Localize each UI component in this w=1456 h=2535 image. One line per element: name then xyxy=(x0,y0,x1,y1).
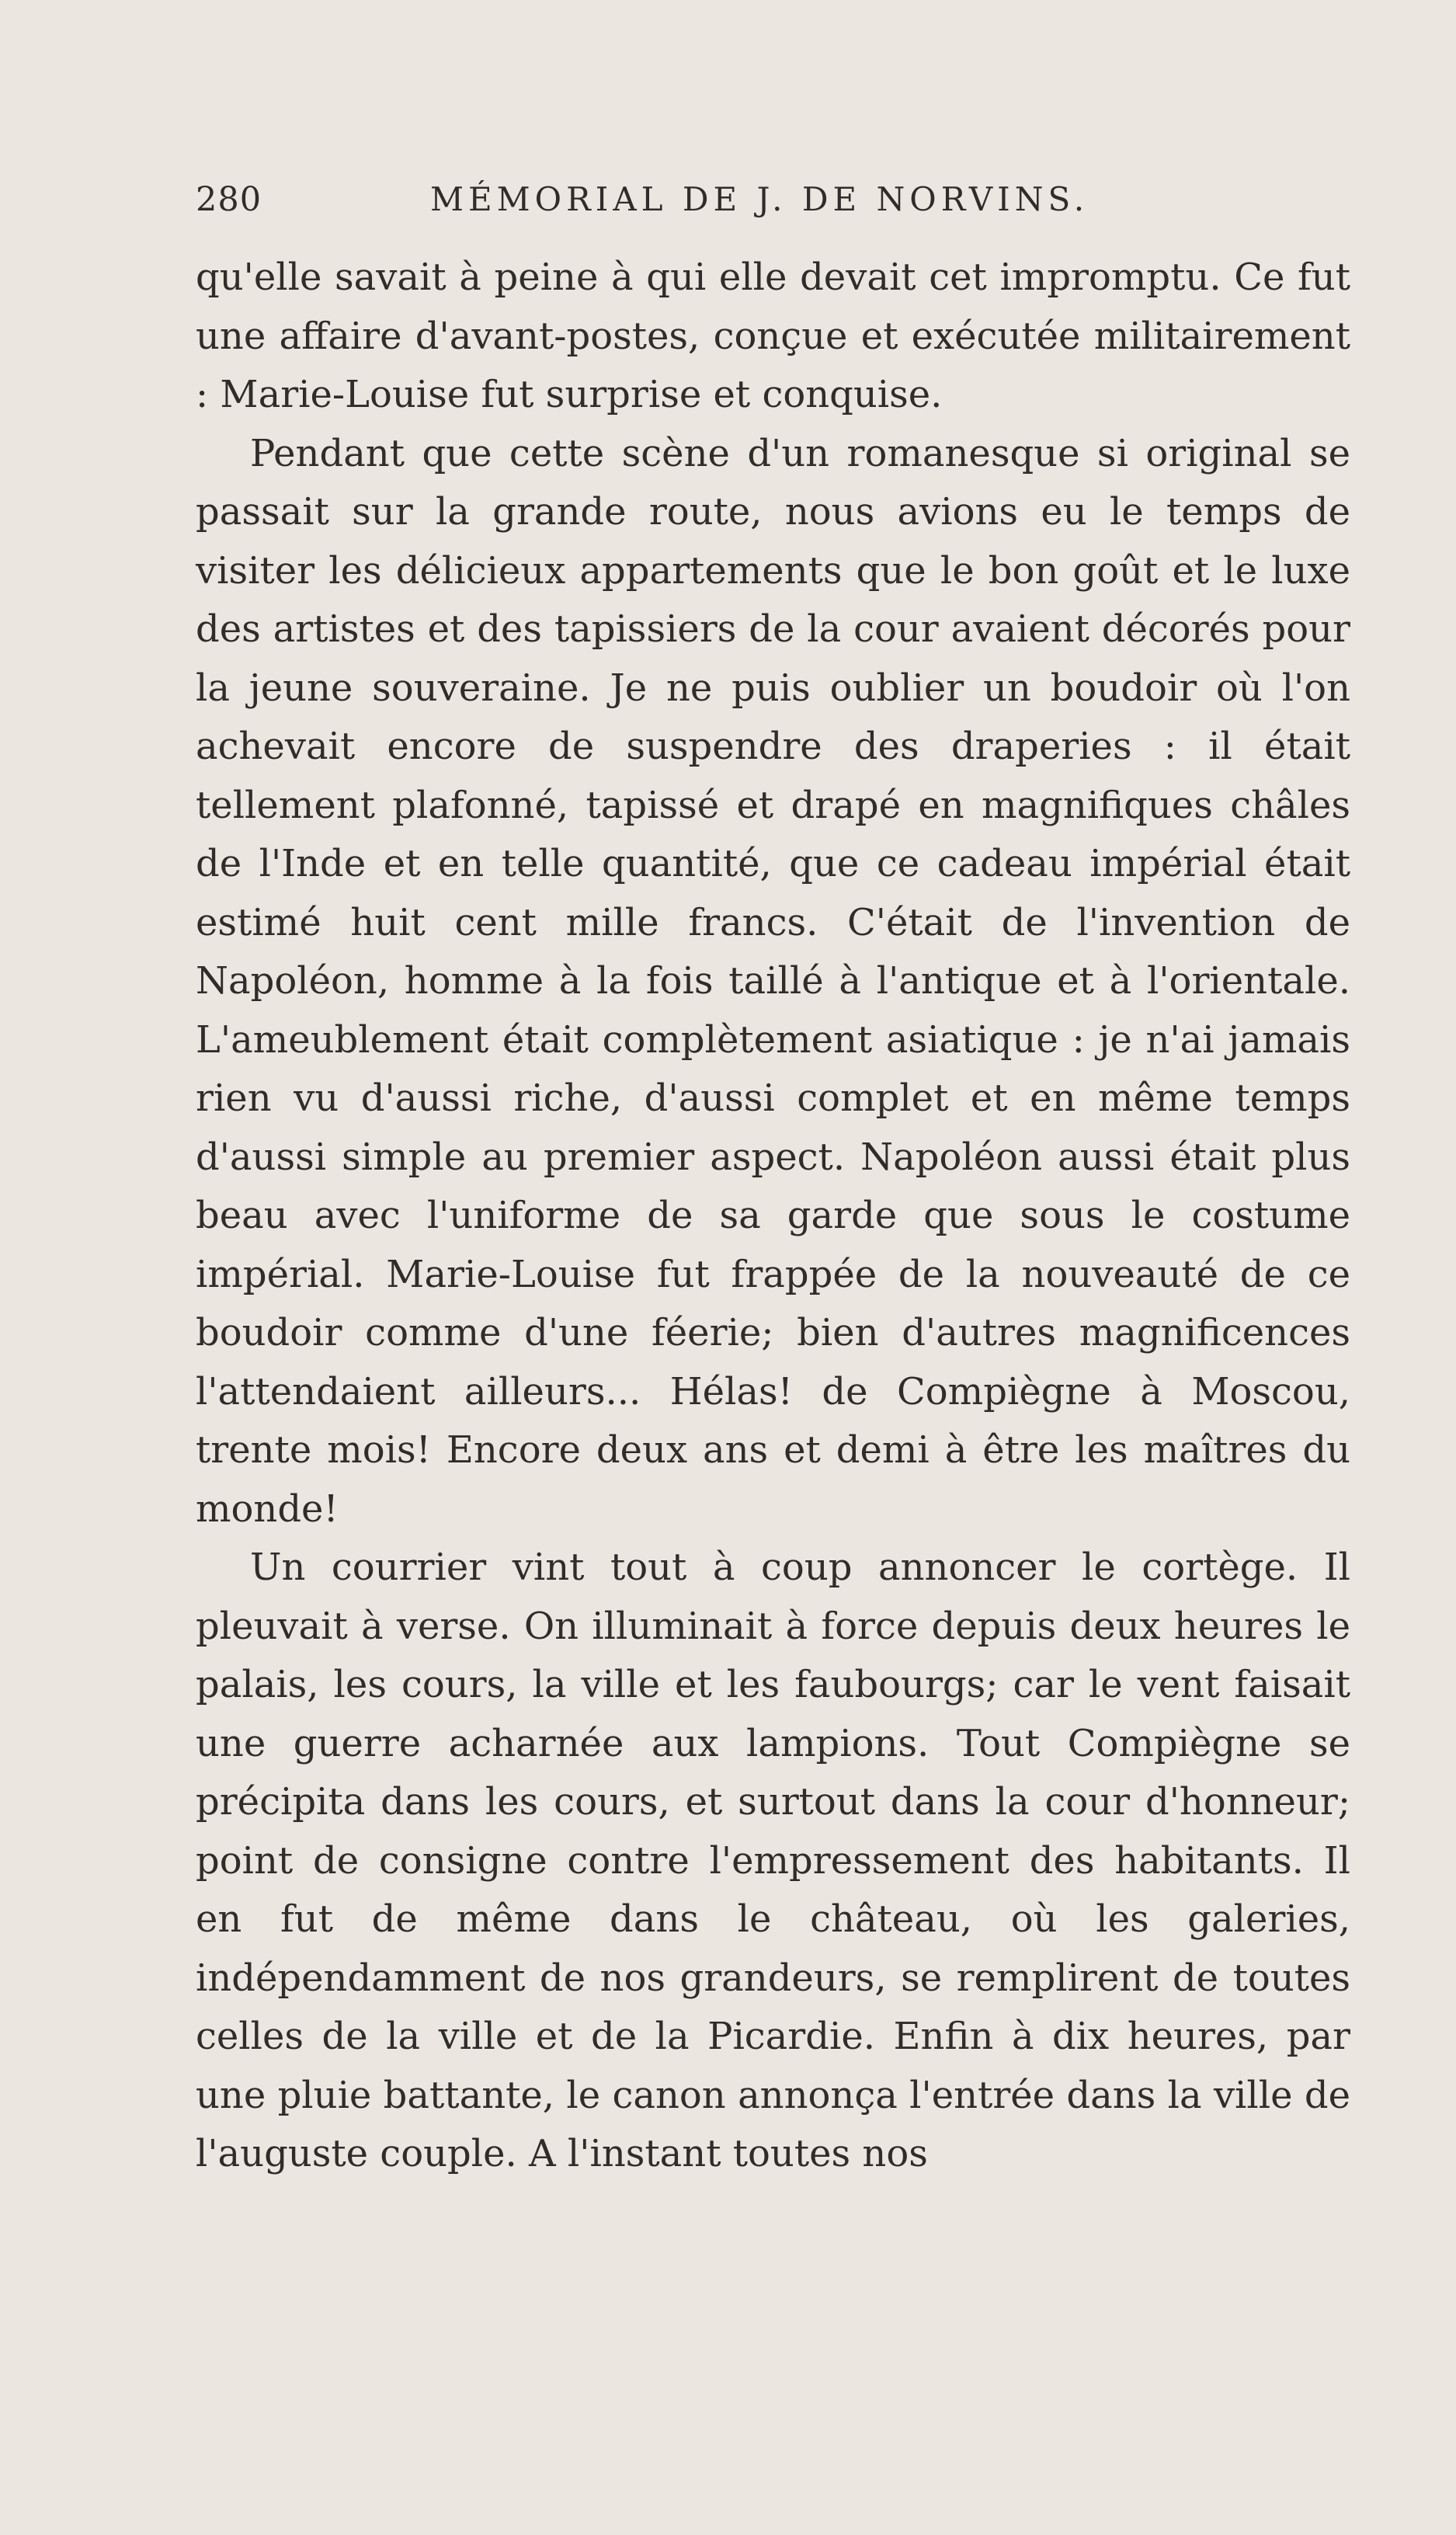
page-number: 280 xyxy=(196,180,262,219)
paragraph-boudoir: Pendant que cette scène d'un romanesque si original se passait sur la grande route, nous avions eu le temps de visiter les délicieux appartements que le bon goût et le luxe des artistes et des tapissiers de la cour avaient décorés pour la jeune souveraine. Je ne puis oublier un boudoir où l'on achevait encore de suspendre des draperies : il était tellement plafonné, tapissé et drapé en magnifiques châles de l'Inde et en telle quantité, que ce cadeau impérial était estimé huit cent mille francs. C'était de l'invention de Napoléon, homme à la fois taillé à l'antique et à l'orientale. L'ameublement était complètement asiatique : je n'ai jamais rien vu d'aussi riche, d'aussi complet et en même temps d'aussi simple au premier aspect. Napoléon aussi était plus beau avec l'uniforme de sa garde que sous le costume impérial. Marie-Louise fut frappée de la nouveauté de ce boudoir comme d'une féerie; bien d'autres magnificences l'attendaient ailleurs... Hélas! de Compiègne à Moscou, trente mois! Encore deux ans et demi à être les maîtres du monde! xyxy=(196,431,1350,1531)
body-text xyxy=(196,249,1350,2184)
paragraph-continuation: qu'elle savait à peine à qui elle devait cet impromptu. Ce fut une affaire d'avant-postes, conçue et exécutée militairement : Marie-Louise fut surprise et conquise. xyxy=(196,256,1350,416)
page-header xyxy=(196,180,1350,235)
paragraph-courier: Un courrier vint tout à coup annoncer le cortège. Il pleuvait à verse. On illuminait à force depuis deux heures le palais, les cours, la ville et les faubourgs; car le vent faisait une guerre acharnée aux lampions. Tout Compiègne se précipita dans les cours, et surtout dans la cour d'honneur; point de consigne contre l'empressement des habitants. Il en fut de même dans le château, où les galeries, indépendamment de nos grandeurs, se remplirent de toutes celles de la ville et de la Picardie. Enfin à dix heures, par une pluie battante, le canon annonça l'entrée dans la ville de l'auguste couple. A l'instant toutes nos xyxy=(196,1546,1350,2175)
running-title: MÉMORIAL DE J. DE NORVINS. xyxy=(430,180,1089,218)
